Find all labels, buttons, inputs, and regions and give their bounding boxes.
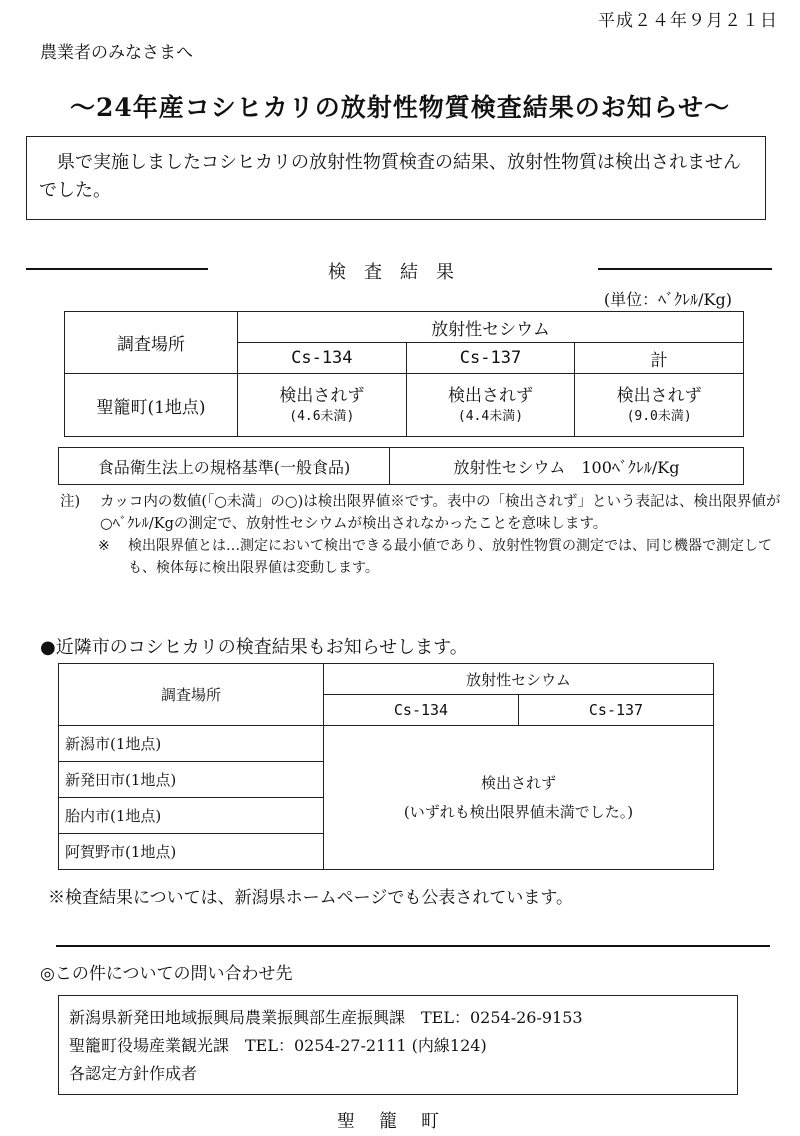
cell-cs137 (406, 374, 575, 437)
sub-note-text: 検出限界値とは…測定において検出できる最小値であり、放射性物質の測定では、同じ機器で測定しても、検体毎に検出限界値は変動します。 (128, 538, 772, 576)
nearby-table (58, 663, 714, 870)
nearby-place: 阿賀野市(1地点) (59, 834, 324, 870)
nearby-place: 新潟市(1地点) (59, 726, 324, 762)
contact-box (58, 995, 738, 1095)
cs134-result: 検出されず (279, 385, 365, 406)
contact-line: 各認定方針作成者 (69, 1064, 198, 1083)
contact-title: ◎この件についての問い合わせ先 (40, 964, 293, 984)
results-section-title: 検査結果 (328, 262, 472, 283)
nearby-header-cs137: Cs-137 (519, 695, 714, 726)
total-result: 検出されず (616, 385, 702, 406)
unit-label: (単位：ﾍﾞｸﾚﾙ/Kg) (603, 290, 732, 309)
table-row (65, 374, 744, 437)
table-row (59, 726, 714, 762)
nearby-result: 検出されず (480, 774, 556, 792)
footnote: ※検査結果については、新潟県ホームページでも公表されています。 (48, 888, 573, 908)
note-mark: 注) (60, 494, 81, 510)
addressee: 農業者のみなさまへ (40, 43, 193, 63)
nearby-result-cell (324, 726, 714, 870)
nearby-header-cs134: Cs-134 (324, 695, 519, 726)
row-place: 聖籠町(1地点) (65, 374, 238, 437)
sub-note-mark: ※ (98, 538, 110, 554)
document-title: ～24年産コシヒカリの放射性物質検査結果のお知らせ～ (69, 93, 731, 122)
document-date: 平成２４年９月２１日 (598, 11, 778, 31)
header-place: 調査場所 (65, 312, 238, 374)
contact-line: 新潟県新発田地域振興局農業振興部生産振興課 TEL：0254-26-9153 (69, 1008, 583, 1027)
nearby-place: 胎内市(1地点) (59, 798, 324, 834)
nearby-header-place: 調査場所 (59, 664, 324, 726)
standard-table (58, 447, 744, 485)
total-limit: (9.0未満) (626, 408, 692, 424)
notes (60, 491, 790, 579)
header-cesium: 放射性セシウム (238, 312, 744, 343)
cs134-limit: (4.6未満) (289, 408, 355, 424)
nearby-place: 新発田市(1地点) (59, 762, 324, 798)
cs137-result: 検出されず (447, 385, 533, 406)
nearby-header-cesium: 放射性セシウム (324, 664, 714, 695)
nearby-title: ●近隣市のコシヒカリの検査結果もお知らせします。 (40, 637, 468, 658)
header-cs137: Cs-137 (406, 343, 575, 374)
nearby-result-note: (いずれも検出限界値未満でした。) (403, 802, 634, 821)
contact-line: 聖籠町役場産業観光課 TEL：0254-27-2111 (内線124) (69, 1036, 487, 1055)
cs137-limit: (4.4未満) (457, 408, 524, 424)
intro-text: 県で実施しましたコシヒカリの放射性物質検査の結果、放射性物質は検出されませんでした。 (39, 152, 741, 201)
intro-box (26, 136, 766, 220)
standard-value: 放射性セシウム 100ﾍﾞｸﾚﾙ/Kg (390, 448, 744, 485)
header-cs134: Cs-134 (238, 343, 407, 374)
cell-cs134 (238, 374, 407, 437)
header-total: 計 (575, 343, 744, 374)
note-text: カッコ内の数値(「○未満」の○)は検出限界値※です。表中の「検出されず」という表記は、検出限界値が○ﾍﾞｸﾚﾙ/Kgの測定で、放射性セシウムが検出されなかったことを意味します。 (100, 494, 781, 532)
section-rule-right (598, 268, 772, 270)
standard-label: 食品衛生法上の規格基準(一般食品) (59, 448, 390, 485)
cell-total (575, 374, 744, 437)
results-table (64, 311, 744, 437)
signature: 聖籠町 (337, 1111, 463, 1132)
contact-divider (56, 945, 770, 947)
